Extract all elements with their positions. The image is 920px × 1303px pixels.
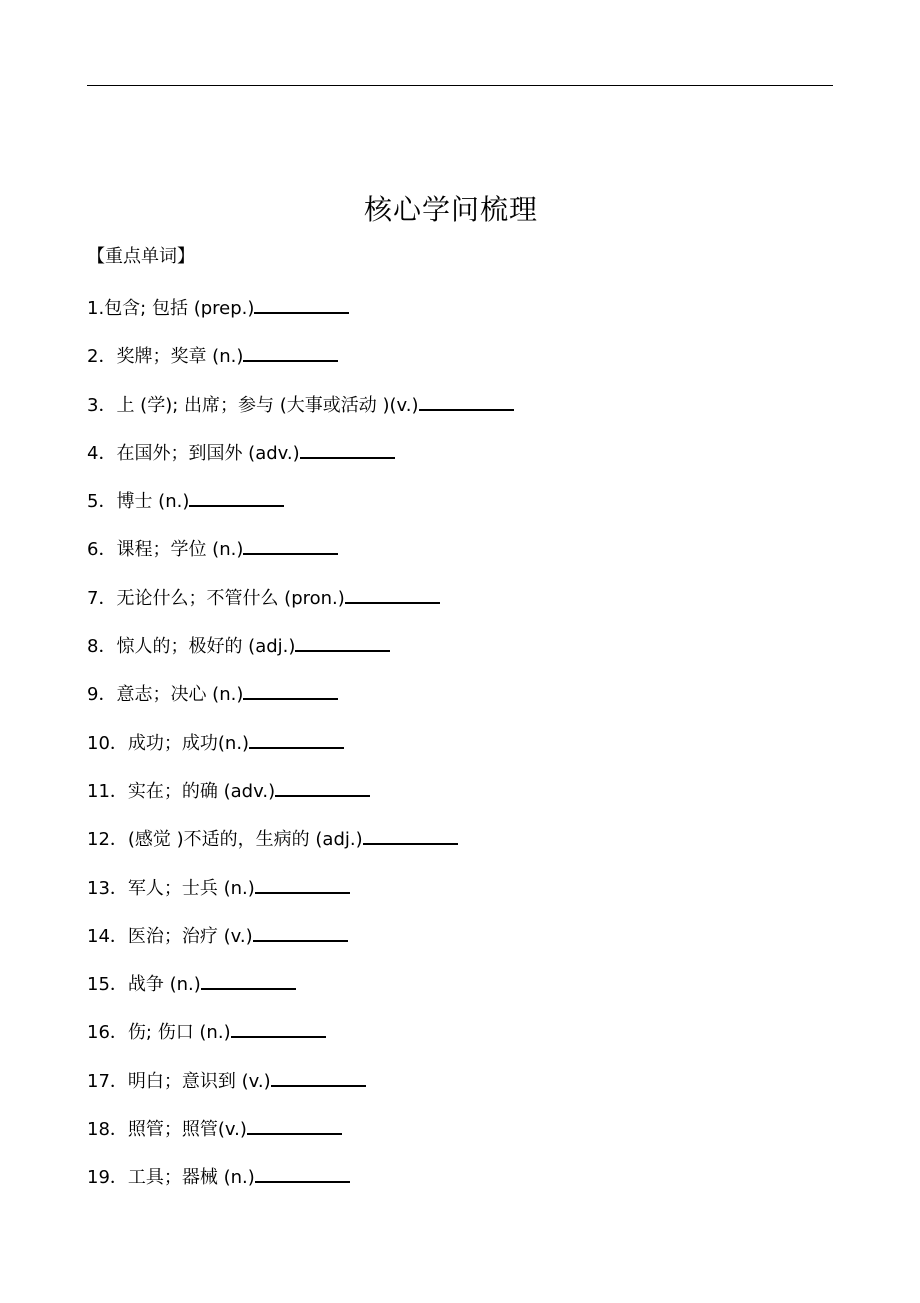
item-number: 13． [87,877,128,899]
item-text: 上 (学); 出席；参与 (大事或活动 )(v.) [116,394,419,416]
vocab-item [87,1113,847,1161]
answer-blank[interactable] [295,630,390,652]
section-heading: 【重点单词】 [87,246,195,267]
answer-blank[interactable] [243,533,338,555]
answer-blank[interactable] [243,678,338,700]
item-number: 17． [87,1070,128,1092]
item-text: 军人；士兵 (n.) [127,877,255,899]
vocab-item [87,630,847,678]
item-number: 9． [87,684,117,706]
item-number: 11． [87,780,128,802]
answer-blank[interactable] [253,920,348,942]
item-number: 4． [87,442,117,464]
item-text: 成功；成功(n.) [127,732,250,754]
answer-blank[interactable] [254,292,349,314]
item-number: 1. [87,298,105,319]
item-text: 意志；决心 (n.) [116,684,244,706]
item-number: 8． [87,636,117,658]
item-text: 在国外；到国外 (adv.) [116,442,300,464]
vocab-item [87,340,847,388]
item-text: 博士 (n.) [116,491,190,513]
item-number: 5． [87,491,117,513]
item-text: 战争 (n.) [127,974,201,996]
answer-blank[interactable] [255,872,350,894]
vocab-item [87,872,847,920]
item-number: 6． [87,539,117,561]
item-number: 7． [87,587,117,609]
vocab-item [87,823,847,871]
vocab-item [87,533,847,581]
item-number: 14． [87,925,128,947]
item-text: (感觉 )不适的，生病的 (adj.) [127,829,363,851]
vocab-item [87,775,847,823]
item-number: 10． [87,732,128,754]
answer-blank[interactable] [271,1065,366,1087]
item-text: 实在；的确 (adv.) [127,780,276,802]
item-text: 课程；学位 (n.) [116,539,244,561]
item-number: 16． [87,1022,128,1044]
item-number: 12． [87,829,128,851]
item-number: 18． [87,1119,128,1141]
answer-blank[interactable] [189,485,284,507]
answer-blank[interactable] [201,968,296,990]
vocab-list [87,292,847,1210]
vocab-item [87,1161,847,1209]
answer-blank[interactable] [231,1016,326,1038]
vocab-item [87,920,847,968]
vocab-item [87,437,847,485]
item-number: 2． [87,346,117,368]
item-text: 明白；意识到 (v.) [127,1070,271,1092]
vocab-item [87,582,847,630]
item-text: 照管；照管(v.) [127,1119,247,1141]
answer-blank[interactable] [249,727,344,749]
vocab-item [87,1065,847,1113]
item-text: 包含; 包括 (prep.) [104,298,255,319]
item-text: 工具；器械 (n.) [127,1167,255,1189]
vocab-item [87,485,847,533]
answer-blank[interactable] [419,389,514,411]
answer-blank[interactable] [247,1113,342,1135]
item-number: 19． [87,1167,128,1189]
vocab-item [87,678,847,726]
answer-blank[interactable] [255,1161,350,1183]
page-title: 核心学问梳理 [363,193,538,226]
item-text: 医治；治疗 (v.) [127,925,253,947]
answer-blank[interactable] [345,582,440,604]
item-number: 15． [87,974,128,996]
item-number: 3． [87,394,117,416]
item-text: 奖牌；奖章 (n.) [116,346,244,368]
item-text: 惊人的；极好的 (adj.) [116,636,296,658]
header-rule [87,85,833,86]
vocab-item [87,292,847,340]
answer-blank[interactable] [300,437,395,459]
answer-blank[interactable] [363,823,458,845]
vocab-item [87,389,847,437]
answer-blank[interactable] [275,775,370,797]
item-text: 伤; 伤口 (n.) [127,1022,231,1044]
vocab-item [87,968,847,1016]
vocab-item [87,727,847,775]
item-text: 无论什么；不管什么 (pron.) [116,587,345,609]
answer-blank[interactable] [243,340,338,362]
vocab-item [87,1016,847,1064]
